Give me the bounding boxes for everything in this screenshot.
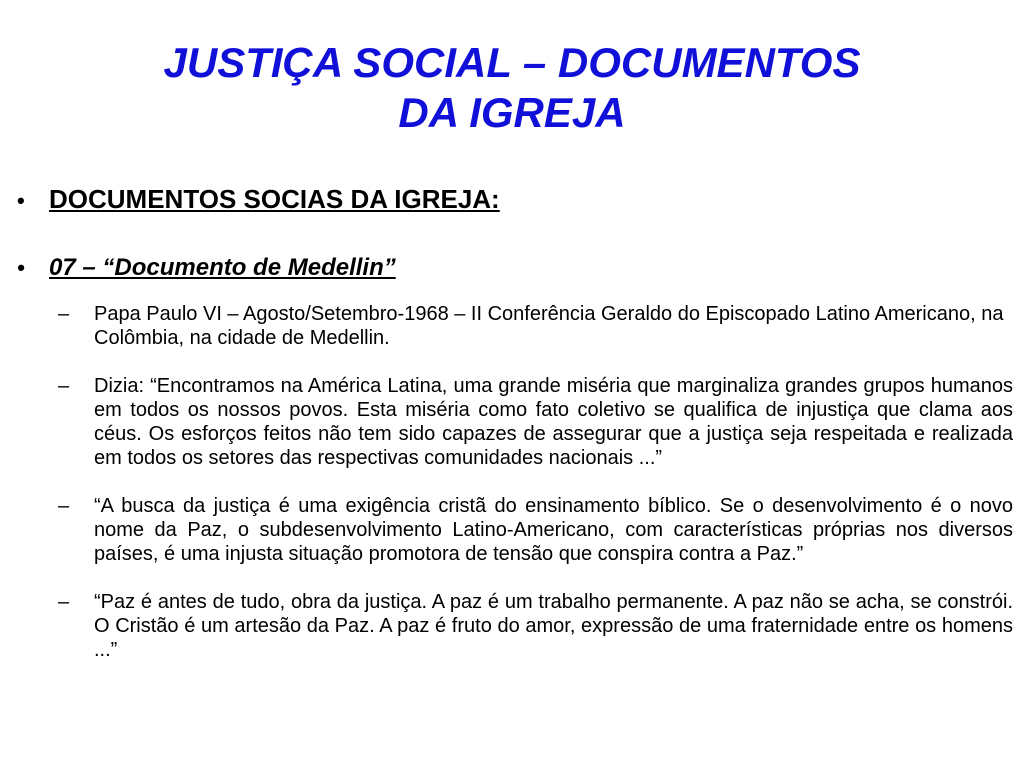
sub-item-marker: – <box>58 591 70 613</box>
sub-item <box>58 590 1013 662</box>
sub-item-text: Papa Paulo VI – Agosto/Setembro-1968 – II Conferência Geraldo do Episcopado Latino Americano, na Colômbia, na cidade de Medellin. <box>94 303 1004 349</box>
sub-item-marker: – <box>58 375 70 397</box>
slide-title <box>40 38 984 138</box>
bullet-text: 07 – “Documento de Medellin” <box>49 254 396 281</box>
sub-item-text: “A busca da justiça é uma exigência cristã do ensinamento bíblico. Se o desenvolvimento é o novo nome da Paz, o subdesenvolvimento Latino-Americano, com características próprias nos diversos países, é uma injusta situação promotora de tensão que conspira contra a Paz.” <box>94 495 1013 565</box>
bullet-documentos-sociais <box>17 184 500 215</box>
sub-item-marker: – <box>58 495 70 517</box>
sub-item <box>58 302 1013 350</box>
bullet-marker: • <box>17 255 25 280</box>
sub-item <box>58 374 1013 470</box>
sub-item-text: “Paz é antes de tudo, obra da justiça. A paz é um trabalho permanente. A paz não se acha, se constrói. O Cristão é um artesão da Paz. A paz é fruto do amor, expressão de uma fraternidade entre os homens ...” <box>94 591 1013 661</box>
sub-items-list <box>58 302 1013 686</box>
title-line-2: DA IGREJA <box>398 89 626 136</box>
sub-item-text: Dizia: “Encontramos na América Latina, uma grande miséria que marginaliza grandes grupos humanos em todos os nossos povos. Esta miséria como fato coletivo se qualifica de injustiça que clama aos céus. Os esforços feitos não tem sido capazes de assegurar que a justiça seja respeitada e realizada em todos os setores das respectivas comunidades nacionais ...” <box>94 375 1013 469</box>
bullet-text: DOCUMENTOS SOCIAS DA IGREJA: <box>49 184 500 214</box>
bullet-marker: • <box>17 188 25 213</box>
sub-item-marker: – <box>58 303 70 325</box>
title-line-1: JUSTIÇA SOCIAL – DOCUMENTOS <box>163 39 861 86</box>
bullet-documento-medellin <box>17 254 396 282</box>
sub-item <box>58 494 1013 566</box>
